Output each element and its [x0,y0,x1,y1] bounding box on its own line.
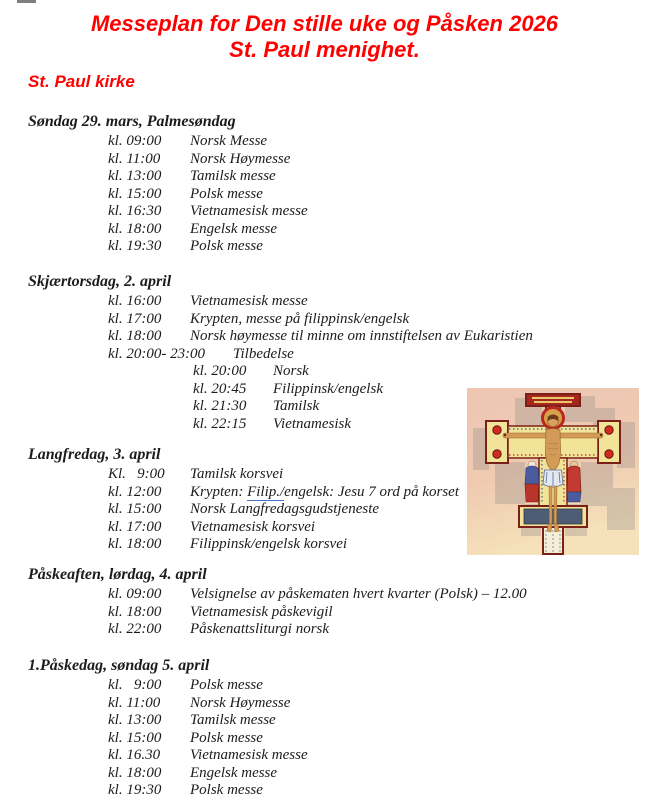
day-heading: 1.Påskedag, søndag 5. april [28,657,210,674]
schedule-row [0,186,649,204]
time-label: kl. 9:00 [108,677,162,693]
service-label: Norsk Høymesse [190,694,291,711]
schedule-row [0,133,649,151]
schedule-row [0,238,649,256]
service-label: Tamilsk messe [190,168,276,184]
service-label: Norsk høymesse til minne om innstiftelsen av Eukaristien [190,328,533,344]
section-paskedag [0,657,649,800]
time-label: Kl. 9:00 [108,466,165,482]
time-label: kl. 09:00 [108,133,162,149]
schedule-row [0,151,649,169]
service-label: Tamilsk [273,398,320,414]
service-label: Vietnamesisk påskevigil [190,603,333,620]
time-label: kl. 20:45 [193,380,247,397]
time-label: kl. 18:00 [108,764,162,781]
scrollbar-artifact [17,0,36,3]
schedule-row [0,311,649,329]
service-label: Polsk messe [190,729,263,746]
service-label: Norsk [273,363,309,379]
time-label: kl. 13:00 [108,712,162,728]
time-label: kl. 20:00 [193,363,247,379]
schedule-row [0,203,649,221]
time-label: kl. 18:00 [108,328,162,344]
service-label: Engelsk messe [190,220,278,237]
schedule-row [0,586,649,604]
service-label: Filippinsk/engelsk korsvei [190,536,348,552]
service-label-suffix: engelsk: Jesu 7 ord på korset [284,483,459,500]
day-heading: Søndag 29. mars, Palmesøndag [28,113,236,130]
service-label [190,484,459,501]
john-figure [567,461,581,502]
mary-figure [525,461,539,502]
service-label-prefix: Krypten: [190,483,248,500]
service-label: Krypten, messe på filippinsk/engelsk [190,310,410,327]
service-label: Vietnamesisk messe [190,293,308,309]
service-label: Norsk Langfredagsgudstjeneste [190,501,380,517]
schedule-subrow [0,363,649,381]
time-label: kl. 13:00 [108,168,162,184]
time-label: kl. 19:30 [108,782,162,798]
time-label: kl. 15:00 [108,185,162,202]
time-label: kl. 17:00 [108,518,162,535]
time-label: kl. 17:00 [108,310,162,327]
section-palmesondag [0,113,649,256]
service-label: Vietnamesisk [273,415,352,432]
crucifix-photo [467,388,639,555]
time-label: kl. 11:00 [108,150,161,167]
day-heading: Påskeaften, lørdag, 4. april [28,566,207,583]
schedule-row [0,621,649,639]
schedule-row [0,765,649,783]
schedule-row [0,293,649,311]
church-name: St. Paul kirke [28,72,135,91]
time-label: kl. 21:30 [193,398,247,414]
service-label: Norsk Høymesse [190,150,291,167]
schedule-row [0,730,649,748]
service-label: Vietnamesisk messe [190,203,308,219]
time-label: kl. 22:15 [193,415,247,432]
schedule-row [0,782,649,800]
time-label: kl. 12:00 [108,483,162,500]
title-line2: St. Paul menighet. [229,37,420,62]
schedule-row [0,677,649,695]
time-label: kl. 18:00 [108,536,162,552]
service-label: Velsignelse av påskematen hvert kvarter (Polsk) – 12.00 [190,586,527,602]
time-label: kl. 22:00 [108,621,162,637]
document-title [0,11,649,63]
time-label: kl. 18:00 [108,220,162,237]
time-label: kl. 15:00 [108,501,162,517]
time-label: kl. 20:00- 23:00 [108,345,206,362]
time-label: kl. 16:00 [108,293,162,309]
service-label: Engelsk messe [190,764,278,781]
schedule-row [0,712,649,730]
service-label: Tamilsk korsvei [190,466,284,482]
service-label: Polsk messe [190,677,263,693]
service-label: Tamilsk messe [190,712,276,728]
time-label: kl. 18:00 [108,603,162,620]
service-label: Tilbedelse [233,345,294,362]
time-label: kl. 09:00 [108,586,162,602]
service-label: Polsk messe [190,782,263,798]
service-label: Norsk Messe [190,133,268,149]
title-line1: Messeplan for Den stille uke og Påsken 2026 [90,11,559,36]
day-heading: Langfredag, 3. april [28,446,161,463]
schedule-row [0,346,649,364]
time-label: kl. 15:00 [108,729,162,746]
service-label: Påskenattsliturgi norsk [190,621,330,637]
time-label: kl. 11:00 [108,694,161,711]
cross-foot-bar [524,509,582,524]
time-label: kl. 19:30 [108,238,162,254]
schedule-row [0,695,649,713]
schedule-row [0,168,649,186]
service-label: Polsk messe [190,185,263,202]
schedule-row [0,747,649,765]
service-label: Vietnamesisk korsvei [190,518,316,535]
day-heading: Skjærtorsdag, 2. april [28,273,172,290]
section-paskeaften [0,566,649,639]
service-label: Vietnamesisk messe [190,747,308,763]
service-label: Polsk messe [190,238,263,254]
schedule-row [0,604,649,622]
service-label: Filippinsk/engelsk [273,380,383,397]
filip-underlined-text: Filip./ [247,483,285,500]
time-label: kl. 16:30 [108,203,162,219]
schedule-row [0,221,649,239]
schedule-row [0,328,649,346]
time-label: kl. 16.30 [108,747,161,763]
